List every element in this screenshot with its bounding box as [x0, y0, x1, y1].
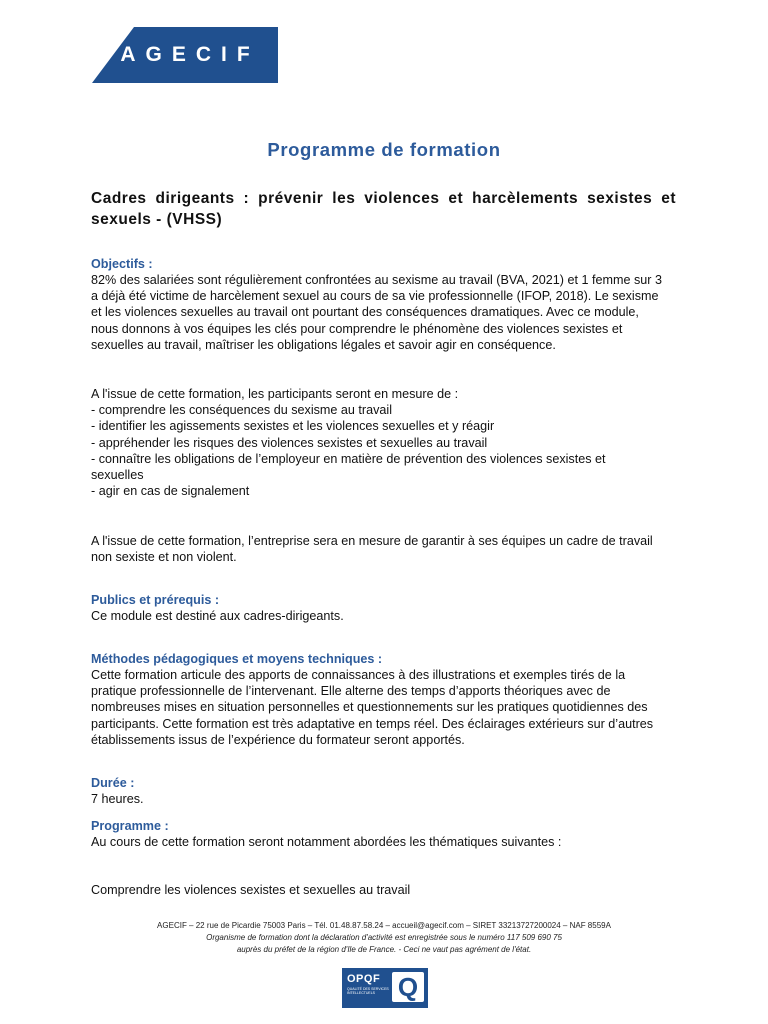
opqf-word: OPQF	[347, 973, 381, 985]
programme-text: Au cours de cette formation seront notamment abordées les thématiques suivantes :	[91, 835, 562, 850]
footer-prefet: auprès du préfet de la région d'Ile de France. - Ceci ne vaut pas agrément de l'état.	[236, 945, 532, 954]
programme-item	[91, 882, 691, 898]
methodes-line: participants. Cette formation est très adaptative en temps réel. Des éclairages extérieurs sur d’autres	[91, 716, 654, 731]
entreprise-line: non sexiste et non violent.	[91, 550, 237, 565]
objectifs-section	[91, 256, 691, 272]
objectifs-line: nous donnons à vos équipes les clés pour comprendre le phénomène des violences sexistes et	[91, 321, 623, 336]
entreprise-line: A l'issue de cette formation, l’entreprise sera en mesure de garantir à ses équipes un cadre de travail	[91, 534, 653, 548]
participants-line: - connaître les obligations de l’employeur en matière de prévention des violences sexistes et	[91, 451, 606, 466]
publics-label: Publics et prérequis :	[91, 593, 220, 607]
participants-line: - appréhender les risques des violences sexistes et sexuelles au travail	[91, 435, 488, 450]
footer-address: AGECIF – 22 rue de Picardie 75003 Paris – Tél. 01.48.87.58.24 – accueil@agecif.com – SIRET 33213727200024 – NAF 8559A	[157, 921, 611, 930]
objectifs-label: Objectifs :	[91, 257, 153, 271]
objectifs-text	[91, 272, 691, 353]
footer-declaration: Organisme de formation dont la déclaration d'activité est enregistrée sous le numéro 117 509 690 75	[206, 933, 562, 942]
objectifs-line: et les violences sexuelles au travail ont pourtant des conséquences dramatiques. Avec ce module,	[91, 305, 639, 320]
participants-line: - identifier les agissements sexistes et les violences sexuelles et y réagir	[91, 419, 495, 434]
methodes-line: Cette formation articule des apports de connaissances à des illustrations et exemples tirés de la	[91, 668, 626, 682]
logo-text: AGECIF	[120, 43, 260, 66]
page-title: Programme de formation	[267, 139, 501, 160]
footer	[0, 920, 768, 956]
participants-line: - comprendre les conséquences du sexisme au travail	[91, 403, 393, 418]
participants-line: sexuelles	[91, 468, 144, 483]
opqf-subtitle: QUALITÉ DES SERVICES INTELLECTUELS	[347, 987, 389, 995]
methodes-line: établissements issus de l’expérience du formateur seront apportés.	[91, 732, 465, 747]
participants-line: A l'issue de cette formation, les participants seront en mesure de :	[91, 387, 459, 401]
programme-label: Programme :	[91, 819, 169, 833]
publics-section	[91, 592, 691, 624]
publics-text: Ce module est destiné aux cadres-dirigeants.	[91, 609, 344, 624]
objectifs-line: a déjà été victime de harcèlement sexuel au cours de sa vie professionnelle (IFOP, 2018). Le sexisme	[91, 289, 659, 304]
opqf-q-icon: Q	[392, 972, 424, 1002]
methodes-text	[91, 667, 691, 748]
opqf-certification-logo	[342, 968, 428, 1008]
methodes-line: nombreuses mises en situation personnelles et questionnements sur les pratiques quotidiennes des	[91, 700, 648, 715]
duree-section	[91, 775, 691, 807]
methodes-line: pratique professionnelle de l’intervenant. Elle alterne des temps d’apports théoriques avec de	[91, 684, 611, 699]
methodes-label: Méthodes pédagogiques et moyens techniques :	[91, 652, 383, 666]
participants-text	[91, 386, 691, 499]
opqf-left-panel	[347, 973, 389, 1003]
methodes-section	[91, 651, 691, 667]
participants-line: - agir en cas de signalement	[91, 484, 250, 499]
agecif-logo	[92, 27, 278, 83]
entreprise-text	[91, 533, 691, 565]
programme-item-line: Comprendre les violences sexistes et sexuelles au travail	[91, 883, 411, 897]
duree-text: 7 heures.	[91, 792, 144, 807]
course-title: Cadres dirigeants : prévenir les violences et harcèlements sexistes et sexuels - (VHSS)	[91, 190, 676, 228]
duree-label: Durée :	[91, 776, 135, 790]
programme-section	[91, 818, 691, 850]
objectifs-line: 82% des salariées sont régulièrement confrontées au sexisme au travail (BVA, 2021) et 1 femme sur 3	[91, 273, 662, 287]
objectifs-line: sexuelles au travail, maîtriser les obligations légales et savoir agir en conséquence.	[91, 337, 556, 352]
